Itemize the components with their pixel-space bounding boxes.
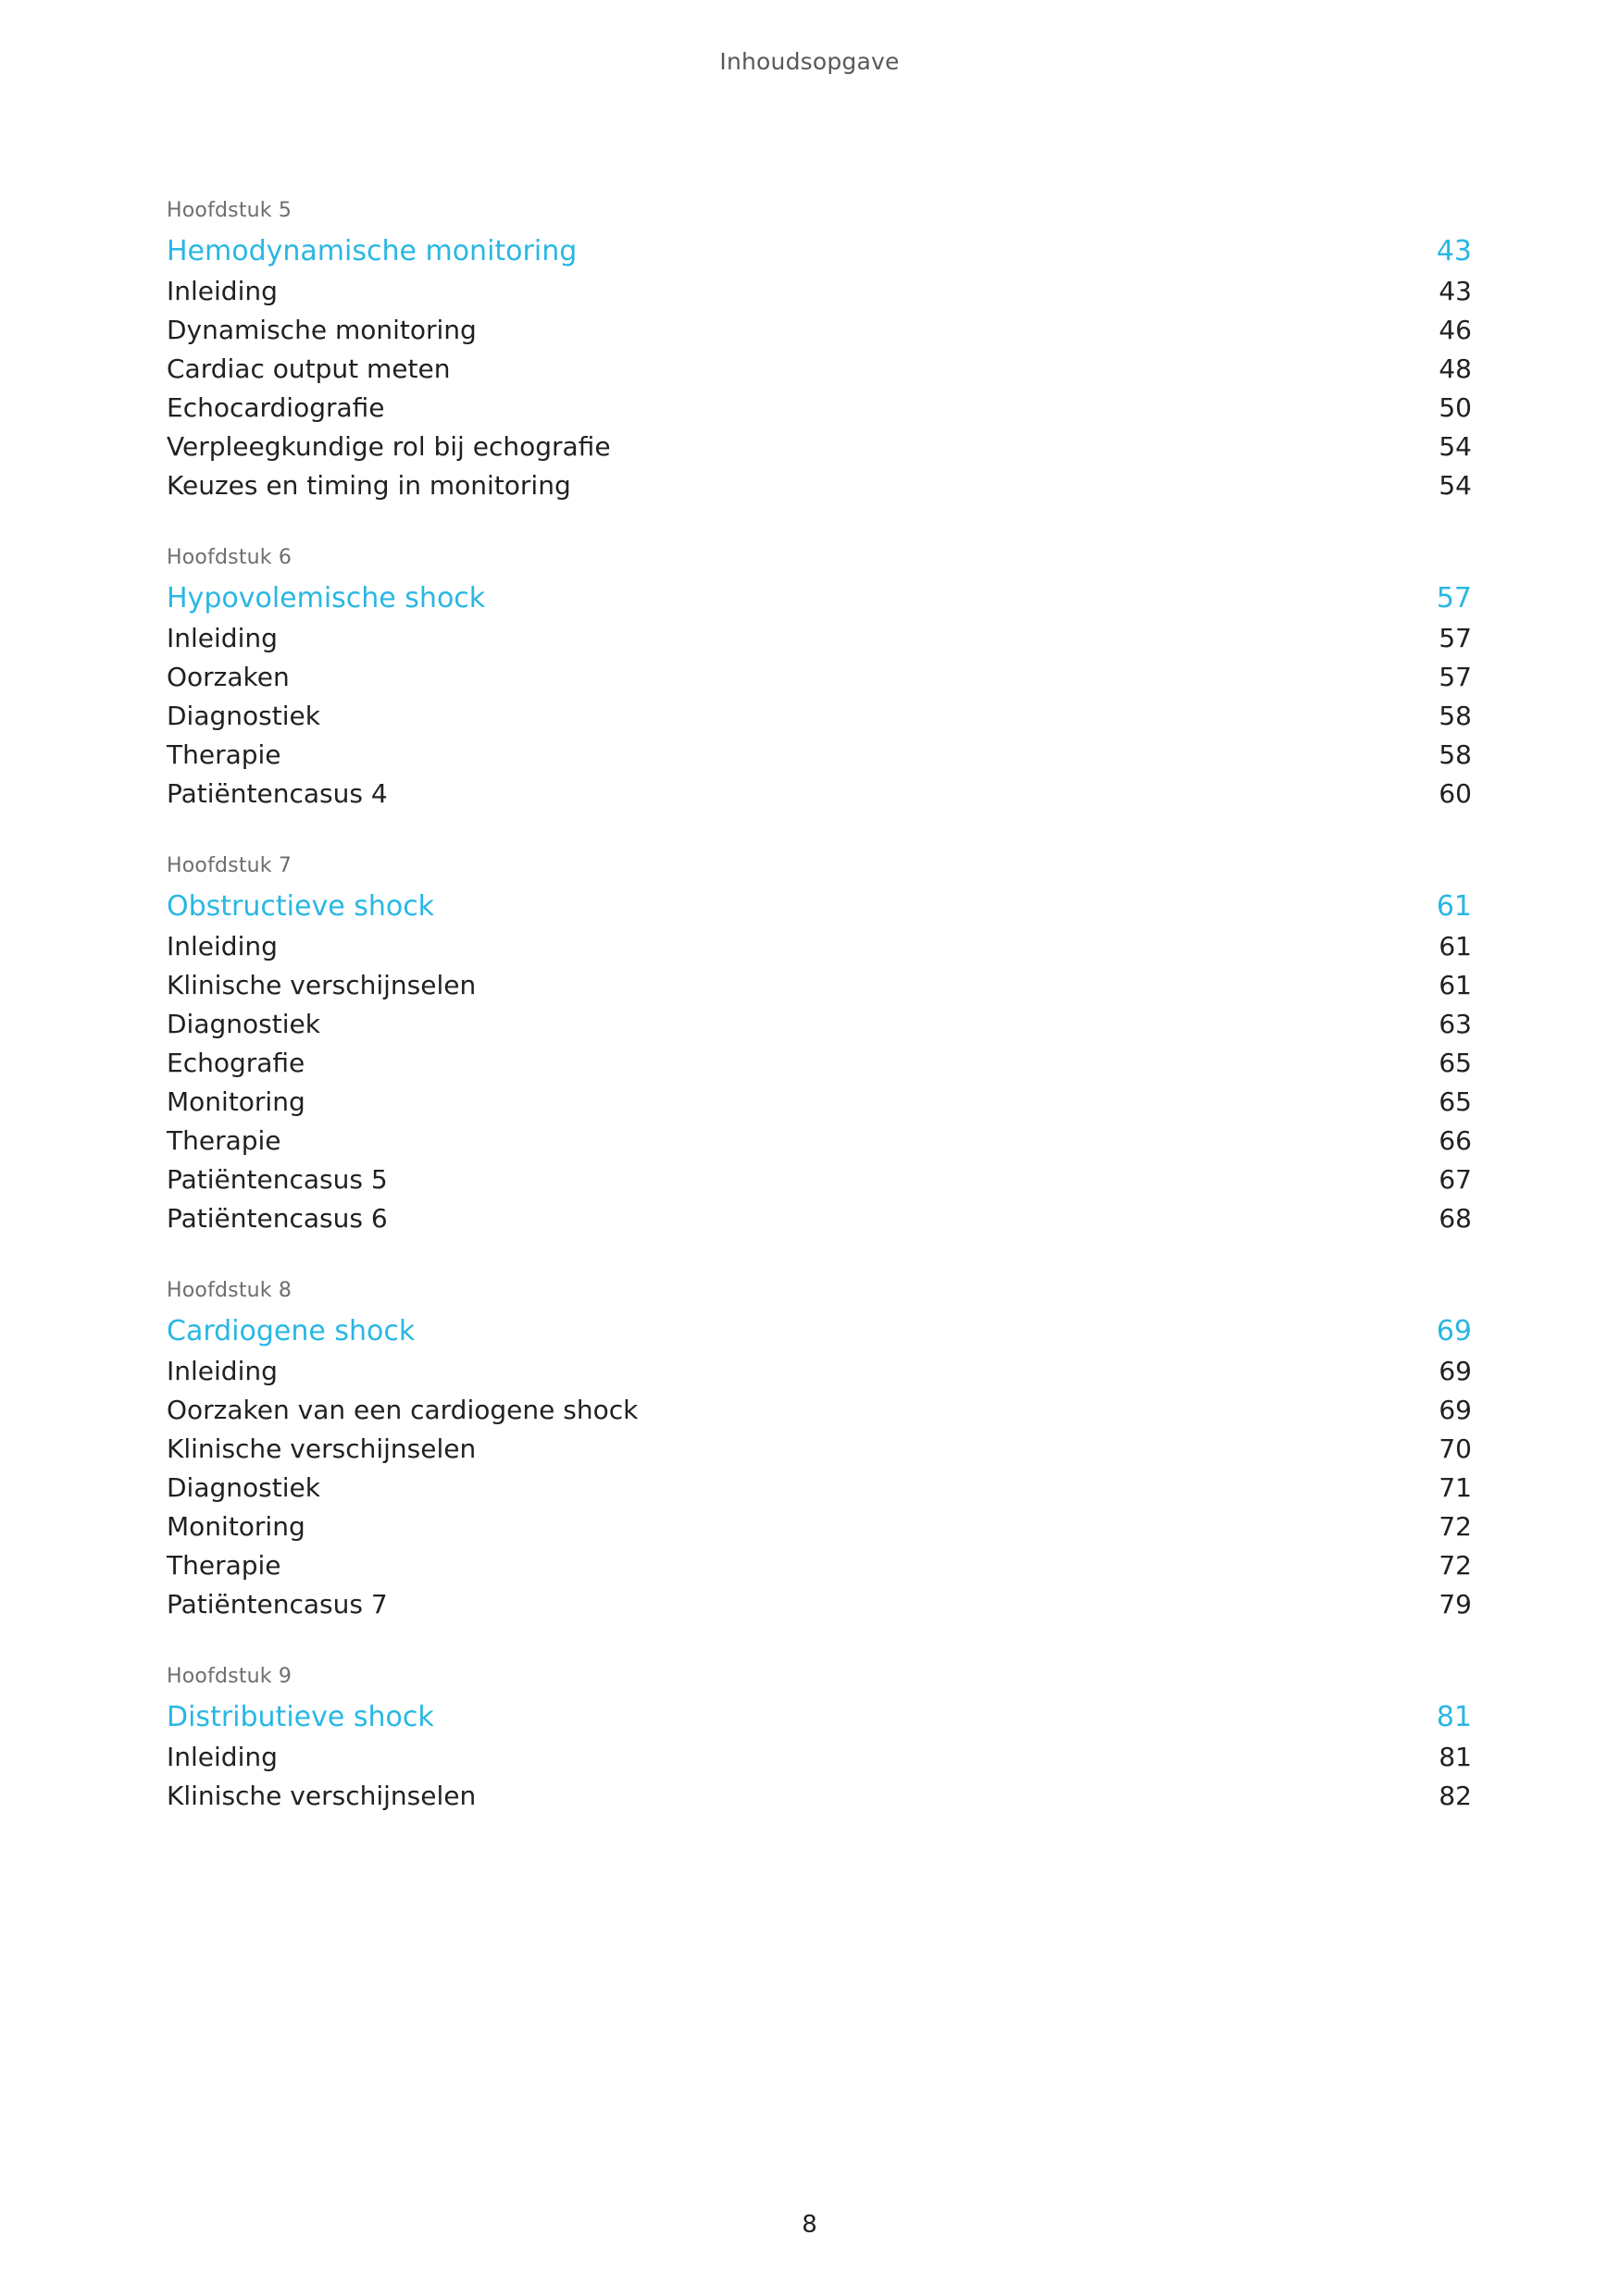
toc-entry[interactable] [167, 697, 1472, 736]
toc-chapter-page: 69 [1436, 1315, 1472, 1347]
toc-entry-page: 48 [1438, 354, 1472, 384]
toc-entry-title: Inleiding [167, 276, 278, 306]
page-number: 8 [802, 2211, 817, 2239]
toc-entry-page: 69 [1438, 1395, 1472, 1425]
toc-entry-page: 82 [1438, 1781, 1472, 1811]
toc-entry-page: 60 [1438, 778, 1472, 809]
toc-chapter-title: Hemodynamische monitoring [167, 235, 578, 267]
toc-entry-page: 72 [1438, 1550, 1472, 1581]
toc-entry[interactable] [167, 966, 1472, 1005]
toc-entry-title: Diagnostiek [167, 1472, 320, 1503]
toc-entry-page: 61 [1438, 931, 1472, 962]
table-of-contents [167, 199, 1472, 1856]
toc-entry-page: 67 [1438, 1164, 1472, 1195]
toc-entry[interactable] [167, 1469, 1472, 1508]
toc-chapter-entry[interactable] [167, 1697, 1472, 1738]
toc-entry-page: 66 [1438, 1125, 1472, 1156]
toc-entry-title: Monitoring [167, 1086, 305, 1117]
toc-entry[interactable] [167, 1391, 1472, 1430]
toc-chapter-entry[interactable] [167, 578, 1472, 619]
toc-entry-page: 50 [1438, 392, 1472, 423]
toc-chapter-page: 43 [1436, 235, 1472, 267]
toc-entry[interactable] [167, 1738, 1472, 1777]
toc-chapter [167, 546, 1472, 813]
toc-entry[interactable] [167, 272, 1472, 311]
toc-entry-title: Patiëntencasus 7 [167, 1589, 388, 1620]
toc-entry-page: 79 [1438, 1589, 1472, 1620]
toc-entry[interactable] [167, 1352, 1472, 1391]
toc-entry-title: Dynamische monitoring [167, 315, 477, 345]
toc-entry-title: Patiëntencasus 6 [167, 1203, 388, 1234]
toc-entry[interactable] [167, 1044, 1472, 1083]
toc-entry-page: 68 [1438, 1203, 1472, 1234]
toc-entry[interactable] [167, 1546, 1472, 1585]
toc-entry-page: 46 [1438, 315, 1472, 345]
toc-entry-page: 54 [1438, 470, 1472, 501]
toc-chapter [167, 854, 1472, 1238]
running-head: Inhoudsopgave [719, 48, 900, 75]
toc-entry-page: 58 [1438, 701, 1472, 731]
toc-entry-title: Therapie [167, 1550, 281, 1581]
toc-entry-title: Therapie [167, 739, 281, 770]
toc-entry[interactable] [167, 1083, 1472, 1122]
toc-entry[interactable] [167, 389, 1472, 428]
chapter-kicker: Hoofdstuk 9 [167, 1665, 293, 1688]
toc-entry[interactable] [167, 428, 1472, 466]
toc-entry-page: 72 [1438, 1511, 1472, 1542]
toc-entry-page: 57 [1438, 623, 1472, 653]
toc-entry-page: 54 [1438, 431, 1472, 462]
toc-entry-title: Echografie [167, 1048, 305, 1078]
toc-entry-page: 43 [1438, 276, 1472, 306]
toc-entry[interactable] [167, 1585, 1472, 1624]
toc-entry-title: Verpleegkundige rol bij echografie [167, 431, 611, 462]
toc-entry-title: Inleiding [167, 931, 278, 962]
toc-chapter-entry[interactable] [167, 887, 1472, 927]
toc-chapter [167, 1665, 1472, 1816]
toc-entry-page: 71 [1438, 1472, 1472, 1503]
toc-entry[interactable] [167, 1777, 1472, 1816]
toc-entry[interactable] [167, 775, 1472, 813]
toc-chapter-title: Obstructieve shock [167, 890, 435, 923]
toc-entry[interactable] [167, 927, 1472, 966]
toc-entry-title: Keuzes en timing in monitoring [167, 470, 571, 501]
toc-entry-title: Oorzaken van een cardiogene shock [167, 1395, 639, 1425]
toc-entry-page: 70 [1438, 1433, 1472, 1464]
toc-entry[interactable] [167, 736, 1472, 775]
toc-chapter [167, 1279, 1472, 1624]
toc-chapter-title: Cardiogene shock [167, 1315, 416, 1347]
toc-entry-title: Monitoring [167, 1511, 305, 1542]
chapter-kicker: Hoofdstuk 5 [167, 199, 293, 222]
toc-entry-page: 58 [1438, 739, 1472, 770]
toc-entry-title: Oorzaken [167, 662, 290, 692]
toc-entry-title: Inleiding [167, 1356, 278, 1386]
toc-entry[interactable] [167, 1508, 1472, 1546]
toc-entry-title: Inleiding [167, 1742, 278, 1772]
toc-entry-title: Klinische verschijnselen [167, 970, 477, 1000]
toc-entry[interactable] [167, 1430, 1472, 1469]
chapter-kicker: Hoofdstuk 8 [167, 1279, 293, 1302]
toc-entry[interactable] [167, 1005, 1472, 1044]
toc-entry-title: Klinische verschijnselen [167, 1781, 477, 1811]
toc-entry-title: Diagnostiek [167, 701, 320, 731]
toc-chapter-title: Distributieve shock [167, 1701, 434, 1733]
toc-entry[interactable] [167, 311, 1472, 350]
toc-entry[interactable] [167, 658, 1472, 697]
toc-entry-title: Klinische verschijnselen [167, 1433, 477, 1464]
chapter-kicker: Hoofdstuk 7 [167, 854, 293, 877]
toc-entry-page: 69 [1438, 1356, 1472, 1386]
toc-chapter-page: 61 [1436, 890, 1472, 923]
chapter-kicker: Hoofdstuk 6 [167, 546, 293, 569]
toc-entry-page: 57 [1438, 662, 1472, 692]
toc-entry-page: 61 [1438, 970, 1472, 1000]
toc-entry[interactable] [167, 1160, 1472, 1199]
toc-entry[interactable] [167, 466, 1472, 505]
toc-entry-title: Inleiding [167, 623, 278, 653]
toc-chapter-entry[interactable] [167, 1311, 1472, 1352]
toc-entry[interactable] [167, 1199, 1472, 1238]
toc-entry-title: Patiëntencasus 5 [167, 1164, 388, 1195]
toc-chapter-title: Hypovolemische shock [167, 582, 486, 614]
toc-entry-page: 65 [1438, 1048, 1472, 1078]
toc-entry[interactable] [167, 619, 1472, 658]
toc-entry-page: 63 [1438, 1009, 1472, 1039]
toc-entry[interactable] [167, 350, 1472, 389]
toc-entry-page: 65 [1438, 1086, 1472, 1117]
toc-entry-title: Patiëntencasus 4 [167, 778, 388, 809]
toc-entry-title: Therapie [167, 1125, 281, 1156]
toc-entry-title: Diagnostiek [167, 1009, 320, 1039]
toc-entry-title: Echocardiografie [167, 392, 385, 423]
toc-chapter-page: 81 [1436, 1701, 1472, 1733]
toc-entry-title: Cardiac output meten [167, 354, 451, 384]
toc-entry-page: 81 [1438, 1742, 1472, 1772]
toc-chapter-entry[interactable] [167, 231, 1472, 272]
toc-chapter [167, 199, 1472, 505]
toc-entry[interactable] [167, 1122, 1472, 1160]
toc-chapter-page: 57 [1436, 582, 1472, 614]
